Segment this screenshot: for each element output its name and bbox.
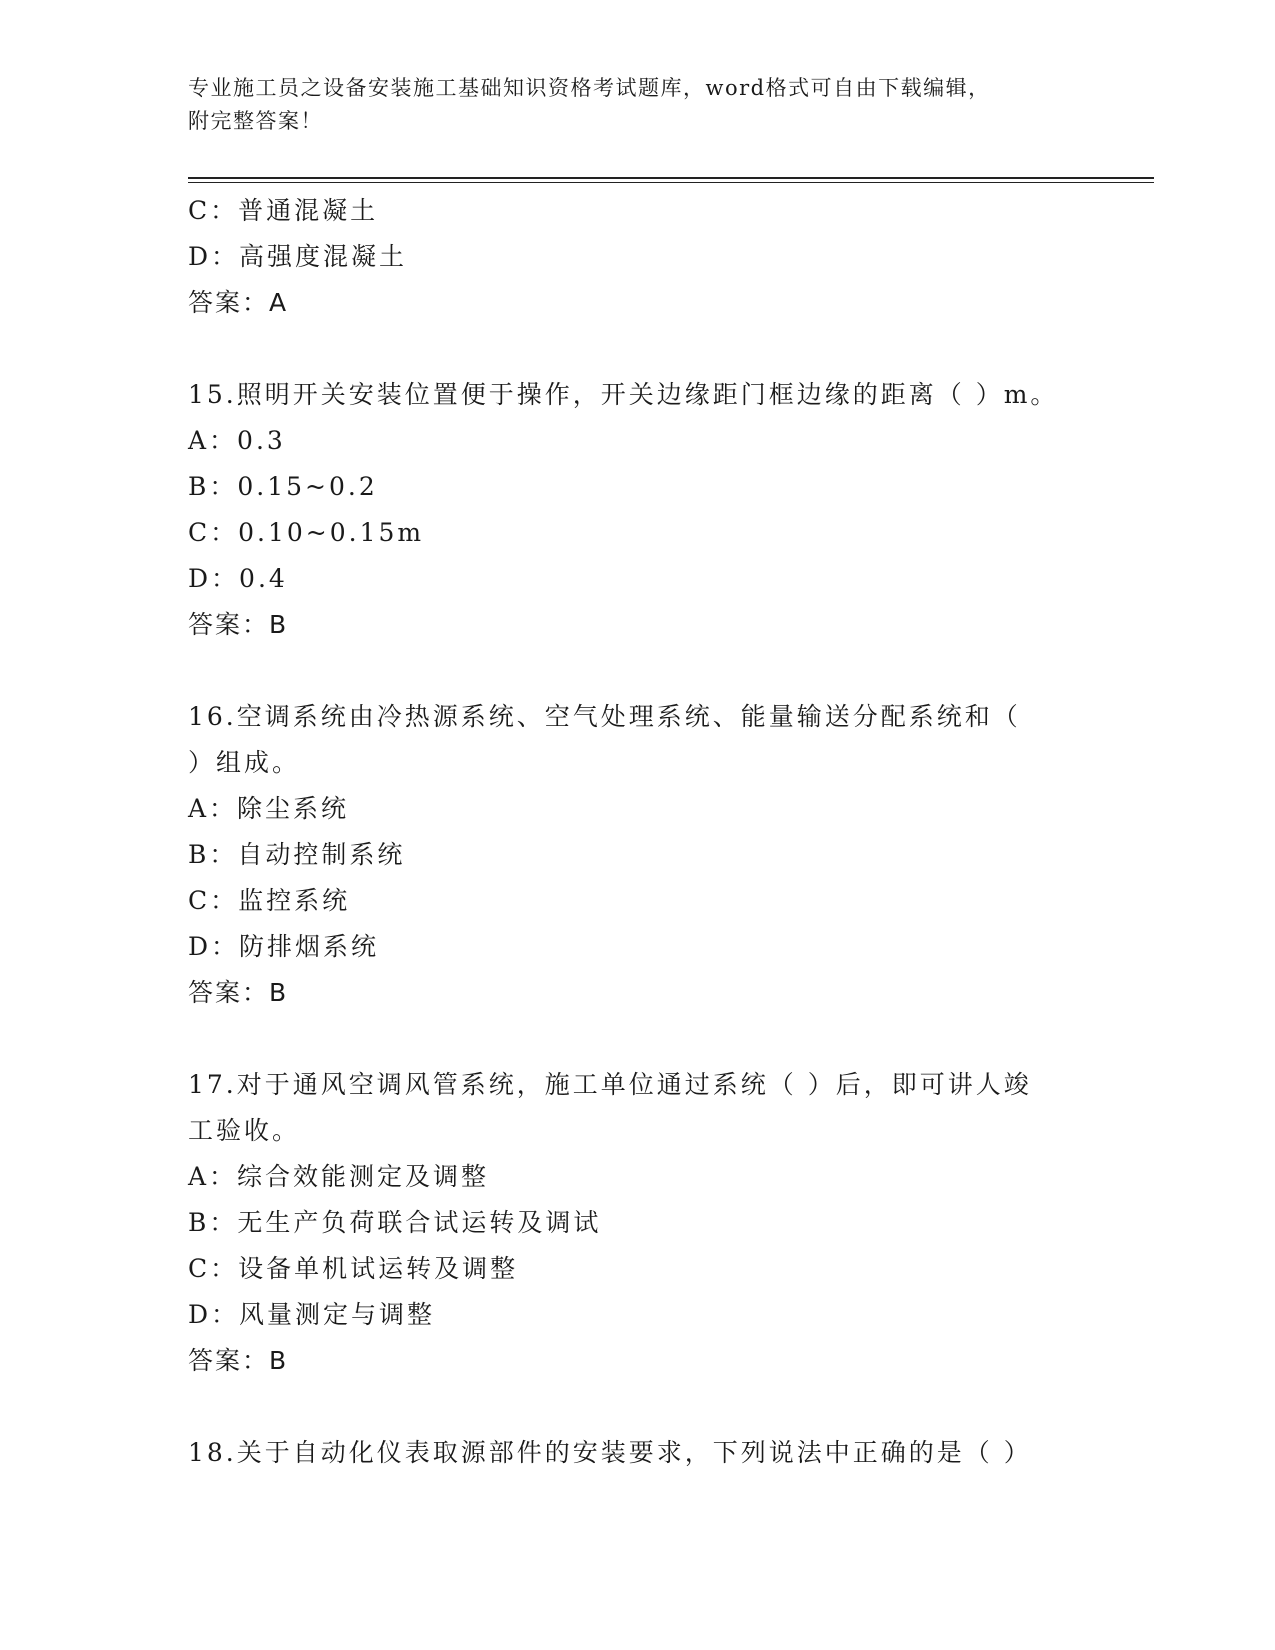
- header-divider-thick: [188, 177, 1154, 179]
- question-14-continuation: [188, 188, 1088, 326]
- answer-line: 答案：B: [188, 1346, 289, 1375]
- option-c: C：设备单机试运转及调整: [188, 1254, 519, 1283]
- header-line-2: 附完整答案！: [188, 109, 323, 133]
- answer-line: 答案：A: [188, 288, 289, 317]
- spacer: [188, 648, 1088, 694]
- document-body: [188, 188, 1088, 1476]
- option-c: C：0.10~0.15m: [188, 518, 425, 547]
- spacer: [188, 1016, 1088, 1062]
- option-d: D：高强度混凝土: [188, 242, 408, 271]
- spacer: [188, 1384, 1088, 1430]
- option-b: B：0.15~0.2: [188, 472, 378, 501]
- option-a: A：综合效能测定及调整: [188, 1162, 490, 1191]
- question-stem-line-1: 17.对于通风空调风管系统，施工单位通过系统（ ）后，即可讲人竣: [188, 1070, 1032, 1099]
- option-d: D：风量测定与调整: [188, 1300, 436, 1329]
- question-stem: 18.关于自动化仪表取源部件的安装要求，下列说法中正确的是（ ）: [188, 1438, 1032, 1467]
- question-17: [188, 1062, 1088, 1384]
- question-stem-line-2: 工验收。: [188, 1116, 301, 1145]
- option-b: B：无生产负荷联合试运转及调试: [188, 1208, 602, 1237]
- header-divider-thin: [188, 182, 1154, 183]
- header-line-1: 专业施工员之设备安装施工基础知识资格考试题库，word格式可自由下载编辑，: [188, 76, 991, 100]
- question-18: [188, 1430, 1088, 1476]
- option-a: A：0.3: [188, 426, 286, 455]
- option-c: C：监控系统: [188, 886, 351, 915]
- answer-line: 答案：B: [188, 610, 289, 639]
- option-d: D：防排烟系统: [188, 932, 380, 961]
- question-16: [188, 694, 1088, 1016]
- question-stem-line-2: ）组成。: [188, 748, 301, 777]
- question-stem: 15.照明开关安装位置便于操作，开关边缘距门框边缘的距离（ ）m。: [188, 380, 1059, 409]
- answer-line: 答案：B: [188, 978, 289, 1007]
- document-header: [188, 72, 1068, 138]
- question-15: [188, 372, 1088, 648]
- question-stem-line-1: 16.空调系统由冷热源系统、空气处理系统、能量输送分配系统和（: [188, 702, 1021, 731]
- option-d: D：0.4: [188, 564, 288, 593]
- option-b: B：自动控制系统: [188, 840, 406, 869]
- option-a: A：除尘系统: [188, 794, 350, 823]
- option-c: C：普通混凝土: [188, 196, 379, 225]
- spacer: [188, 326, 1088, 372]
